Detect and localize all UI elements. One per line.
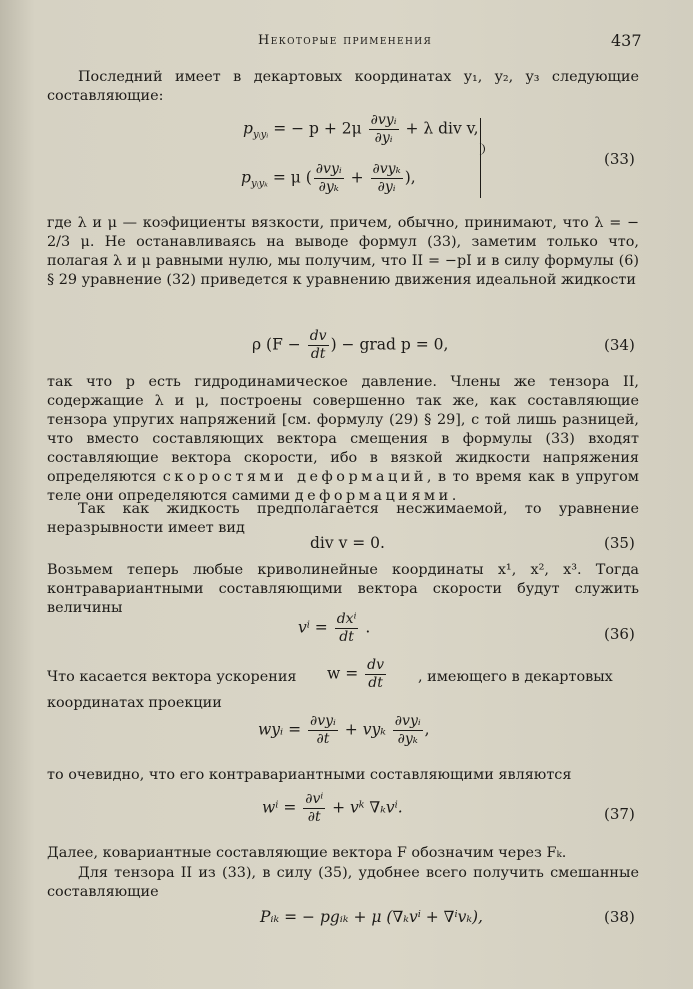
page-number: 437 [611,31,642,50]
equation-number-36: (36) [604,625,635,643]
equation-33a: $p_{yᵢyᵢ}$ = − p + 2μ $\frac{\text{∂vyᵢ}}{\text{∂yᵢ}}$ + λ div v, [243,112,479,146]
equation-38: Pᵢₖ = − pgᵢₖ + μ (∇ₖvⁱ + ∇ⁱvₖ), [260,908,483,926]
paragraph-7: то очевидно, что его контравариантными составляющими являются [47,767,572,783]
paragraph-1: Последний имеет в декартовых координатах y₁, y₂, y₃ следующие составляющие: [47,69,639,104]
paragraph-3: так что p есть гидродинамическое давление. Члены же тензора II, содержащие λ и μ, построены совершенно так же, как составляющие тензора упругих напряжений [см. формулу (29) § 29], с той лишь разницей, что вместо составляющих вектора смещения в формулы (33) входят составляющие вектора скорости, ибо в вязкой жидкости напряжения определяются скоростями деформаций, в то время как в упругом теле они определяются самими деформациями. [47,374,639,504]
equation-number-34: (34) [604,336,635,354]
paragraph-2: где λ и μ — коэфициенты вязкости, причем, обычно, принимают, что λ = − 2/3 μ. Не останавливаясь на выводе формул (33), заметим только что, полагая λ и μ равными нулю, мы получим, что II = −pI и в силу формулы (6) § 29 уравнение (32) приведется к уравнению движения идеальной жидкости [47,215,639,288]
equation-37: wⁱ = $\frac{\text{∂vⁱ}}{\partial t}$ + vᵏ ∇ₖvⁱ. [262,791,403,825]
page-header [0,33,693,55]
paragraph-5: Возьмем теперь любые криволинейные координаты x¹, x², x³. Тогда контравариантными составляющими вектора скорости будут служить величины [47,562,639,616]
equation-number-35: (35) [604,534,635,552]
equation-projection: wyᵢ = $\frac{\text{∂vyᵢ}}{\partial t}$ + vyₖ $\frac{\text{∂vyᵢ}}{\text{∂yₖ}}$ , [258,713,430,747]
running-title: Некоторые применения [258,33,433,48]
equation-number-33: (33) [604,150,635,168]
paragraph-4: Так как жидкость предполагается несжимаемой, то уравнение неразрывности имеет вид [47,501,639,536]
equation-33-brace [480,118,483,198]
equation-acceleration: w = $\frac{dv}{dt}$ [327,657,384,691]
paragraph-6c: координатах проекции [47,695,222,711]
paragraph-6a: Что касается вектора ускорения [47,669,297,685]
paragraph-6b: , имеющего в декартовых [418,669,613,685]
equation-36: vⁱ = $\frac{\text{dxⁱ}}{dt}$ . [298,611,371,645]
paragraph-9: Для тензора II из (33), в силу (35), удобнее всего получить смешанные составляющие [47,865,639,900]
equation-33b: $p_{yᵢy_k} = \mu$ ( $\frac{\text{∂vyᵢ}}{\text{∂yₖ}}$ + $\frac{\text{∂vyₖ}}{\text{∂yᵢ}}$ ), [241,161,416,195]
equation-number-38: (38) [604,908,635,926]
equation-34: ρ (F − $\frac{dv}{dt}$ ) − grad p = 0, [252,328,449,362]
equation-33-brace-tip [478,143,485,155]
paragraph-8: Далее, ковариантные составляющие вектора F обозначим через Fₖ. [47,845,567,861]
equation-35: div v = 0. [310,534,385,552]
equation-number-37: (37) [604,805,635,823]
